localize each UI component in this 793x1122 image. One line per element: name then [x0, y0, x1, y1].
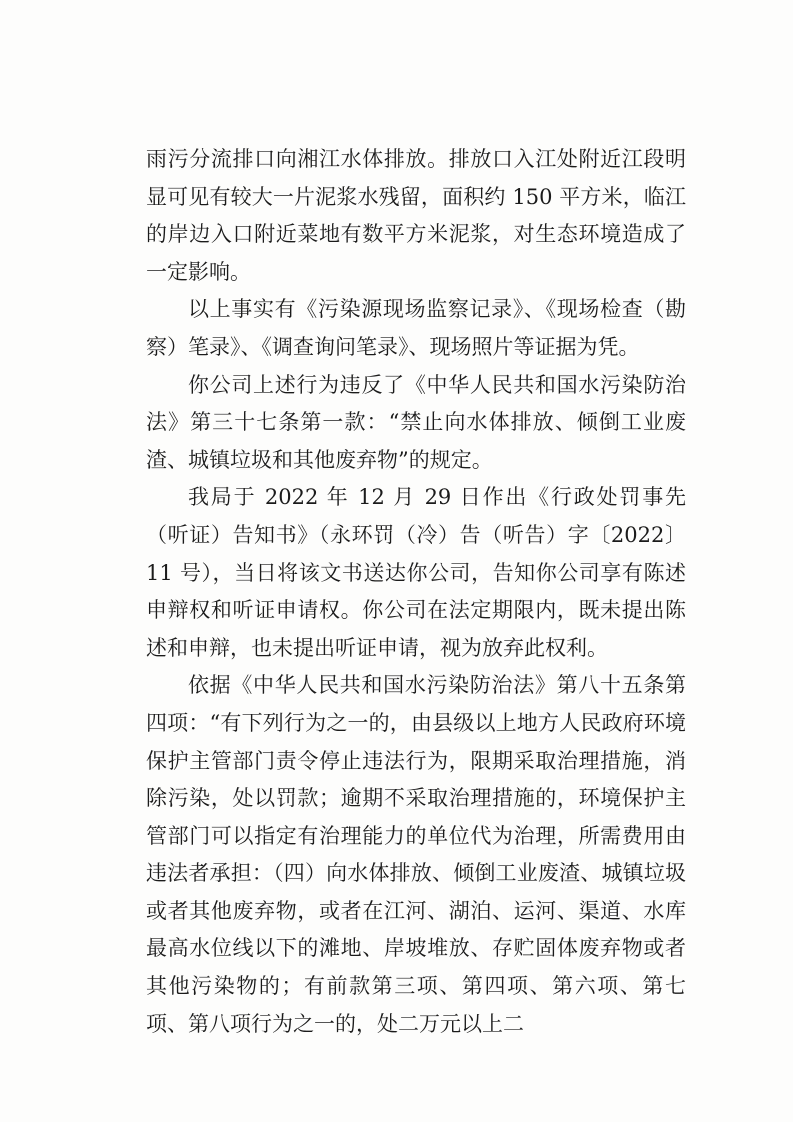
- document-body: [146, 141, 686, 1043]
- paragraph-legal-basis: 依据《中华人民共和国水污染防治法》第八十五条第四项：“有下列行为之一的，由县级以上地方人民政府环境保护主管部门责令停止违法行为，限期采取治理措施，消除污染，处以罚款；逾期不采取治理措施的，环境保护主管部门可以指定有治理能力的单位代为治理，所需费用由违法者承担：（四）向水体排放、倾倒工业废渣、城镇垃圾或者其他废弃物，或者在江河、湖泊、运河、渠道、水库最高水位线以下的滩地、岸坡堆放、存贮固体废弃物或者其他污染物的；有前款第三项、第四项、第六项、第七项、第八项行为之一的，处二万元以上二: [146, 673, 686, 1036]
- paragraph-evidence: 以上事实有《污染源现场监察记录》、《现场检查（勘察）笔录》、《调查询问笔录》、现场照片等证据为凭。: [146, 297, 686, 359]
- paragraph-discharge-description: 雨污分流排口向湘江水体排放。排放口入江处附近江段明显可见有较大一片泥浆水残留，面积约 150 平方米，临江的岸边入口附近菜地有数平方米泥浆，对生态环境造成了一定影响。: [146, 147, 686, 284]
- paragraph-violation: 你公司上述行为违反了《中华人民共和国水污染防治法》第三十七条第一款：“禁止向水体排放、倾倒工业废渣、城镇垃圾和其他废弃物”的规定。: [146, 372, 686, 472]
- paragraph-hearing-notice: 我局于 2022 年 12 月 29 日作出《行政处罚事先（听证）告知书》（永环罚（冷）告（听告）字〔2022〕11 号），当日将该文书送达你公司，告知你公司享有陈述申辩权和听证申请权。你公司在法定期限内，既未提出陈述和申辩，也未提出听证申请，视为放弃此权利。: [146, 485, 686, 660]
